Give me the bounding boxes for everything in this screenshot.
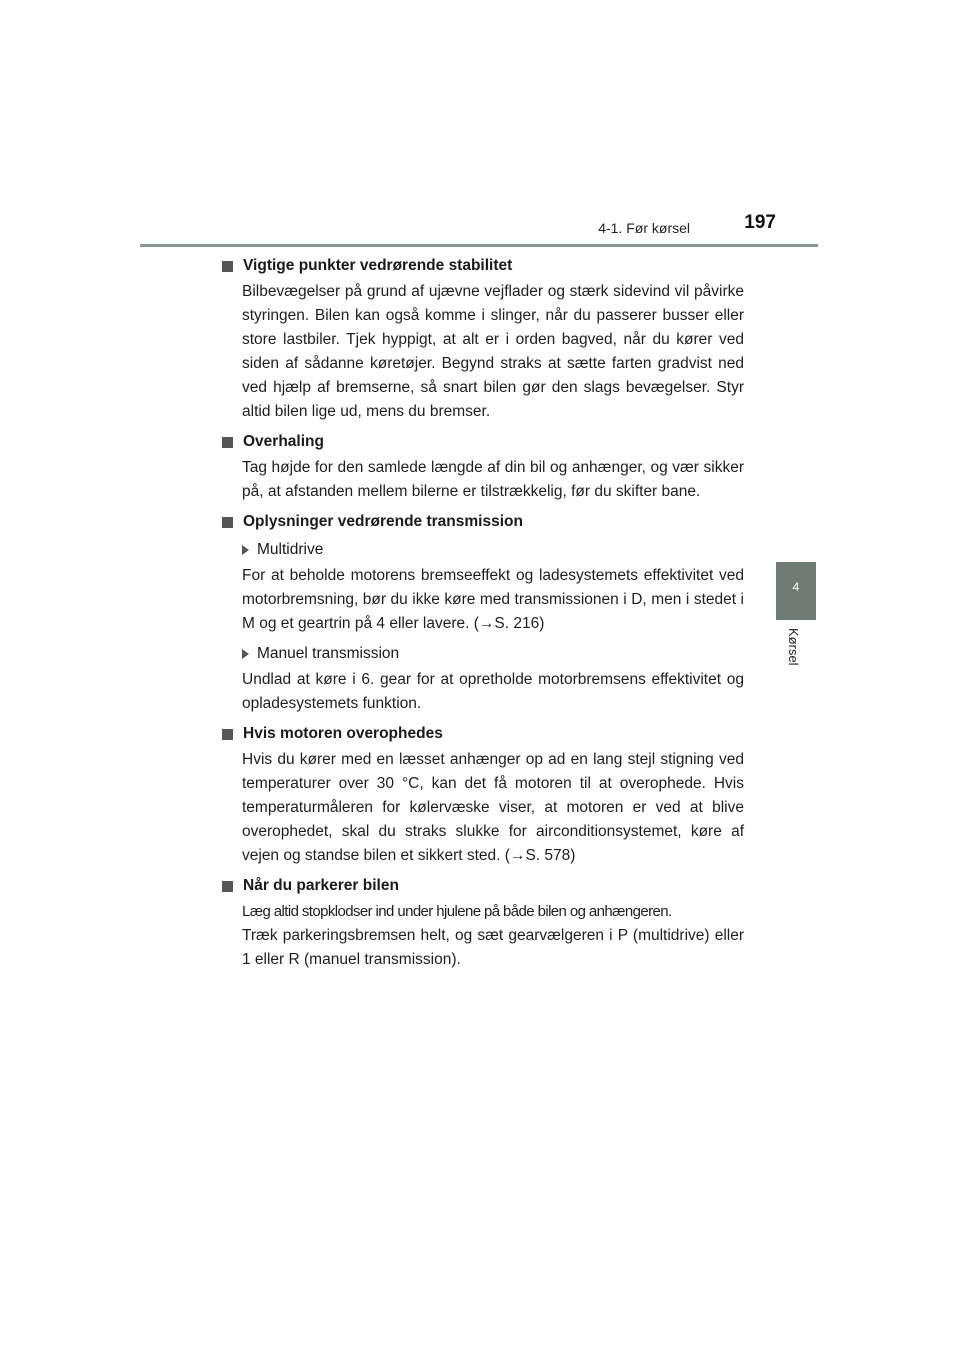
- square-bullet-icon: [222, 437, 233, 448]
- section-heading-text: Oplysninger vedrørende transmission: [243, 513, 523, 530]
- sub-item-label: Multidrive: [257, 541, 324, 558]
- section-transmission: [222, 510, 744, 716]
- section-stability: [222, 254, 744, 424]
- header-divider: [140, 244, 818, 247]
- section-heading-text: Når du parkerer bilen: [243, 877, 399, 894]
- sub-item-label: Manuel transmission: [257, 645, 400, 662]
- chapter-tab-label: Kørsel: [786, 628, 801, 666]
- header-section-title: 4-1. Før kørsel: [598, 220, 690, 236]
- sub-item-paragraph: For at beholde motorens bremseeffekt og ladesystemets effektivitet ved motorbremsning, bør du ikke køre med transmissionen i D, men i stedet i M og et geartrin på 4 eller lavere. (→S. 216): [242, 567, 744, 632]
- section-paragraph: Bilbevægelser på grund af ujævne vejflader og stærk sidevind vil påvirke styringen. Bilen kan også komme i slinger, når du passerer busser eller store lastbiler. Tjek hyppigt, at alt er i orden bagved, når du kører ved siden af sådanne køretøjer. Begynd straks at sætte farten gradvist ned ved hjælp af bremserne, så snart bilen gør den slags bevægelser. Styr altid bilen lige ud, mens du bremser.: [242, 283, 744, 420]
- square-bullet-icon: [222, 517, 233, 528]
- section-heading: [222, 254, 744, 278]
- section-overheating: [222, 722, 744, 868]
- triangle-bullet-icon: [242, 649, 249, 659]
- section-heading: [222, 510, 744, 534]
- chapter-tab: [776, 562, 816, 620]
- page-content: [222, 254, 744, 978]
- section-overtaking: [222, 430, 744, 504]
- sub-item-heading: [242, 642, 744, 666]
- sub-item-heading: [242, 538, 744, 562]
- section-paragraph: Læg altid stopklodser ind under hjulene på både bilen og anhængeren.: [242, 903, 672, 920]
- square-bullet-icon: [222, 729, 233, 740]
- square-bullet-icon: [222, 881, 233, 892]
- square-bullet-icon: [222, 261, 233, 272]
- section-heading: [222, 874, 744, 898]
- section-heading-text: Vigtige punkter vedrørende stabilitet: [243, 257, 513, 274]
- page-number: 197: [744, 212, 776, 233]
- triangle-bullet-icon: [242, 545, 249, 555]
- section-heading-text: Hvis motoren overophedes: [243, 725, 443, 742]
- chapter-tab-number: 4: [792, 580, 800, 594]
- section-paragraph: Hvis du kører med en læsset anhænger op ad en lang stejl stigning ved temperaturer over 30 °C, kan det få motoren til at overophede. Hvis temperaturmåleren for kølervæske viser, at motoren er ved at blive overophedet, skal du straks slukke for airconditionsystemet, køre af vejen og standse bilen et sikkert sted. (→S. 578): [242, 751, 744, 864]
- section-heading: [222, 722, 744, 746]
- section-paragraph: Tag højde for den samlede længde af din bil og anhænger, og vær sikker på, at afstanden mellem bilerne er tilstrækkelig, før du skifter bane.: [242, 459, 744, 500]
- section-paragraph: Træk parkeringsbremsen helt, og sæt gearvælgeren i P (multidrive) eller 1 eller R (manuel transmission).: [242, 927, 744, 968]
- sub-item-paragraph: Undlad at køre i 6. gear for at opretholde motorbremsens effektivitet og opladesystemets funktion.: [242, 671, 744, 712]
- section-parking: [222, 874, 744, 972]
- section-heading-text: Overhaling: [243, 433, 324, 450]
- section-heading: [222, 430, 744, 454]
